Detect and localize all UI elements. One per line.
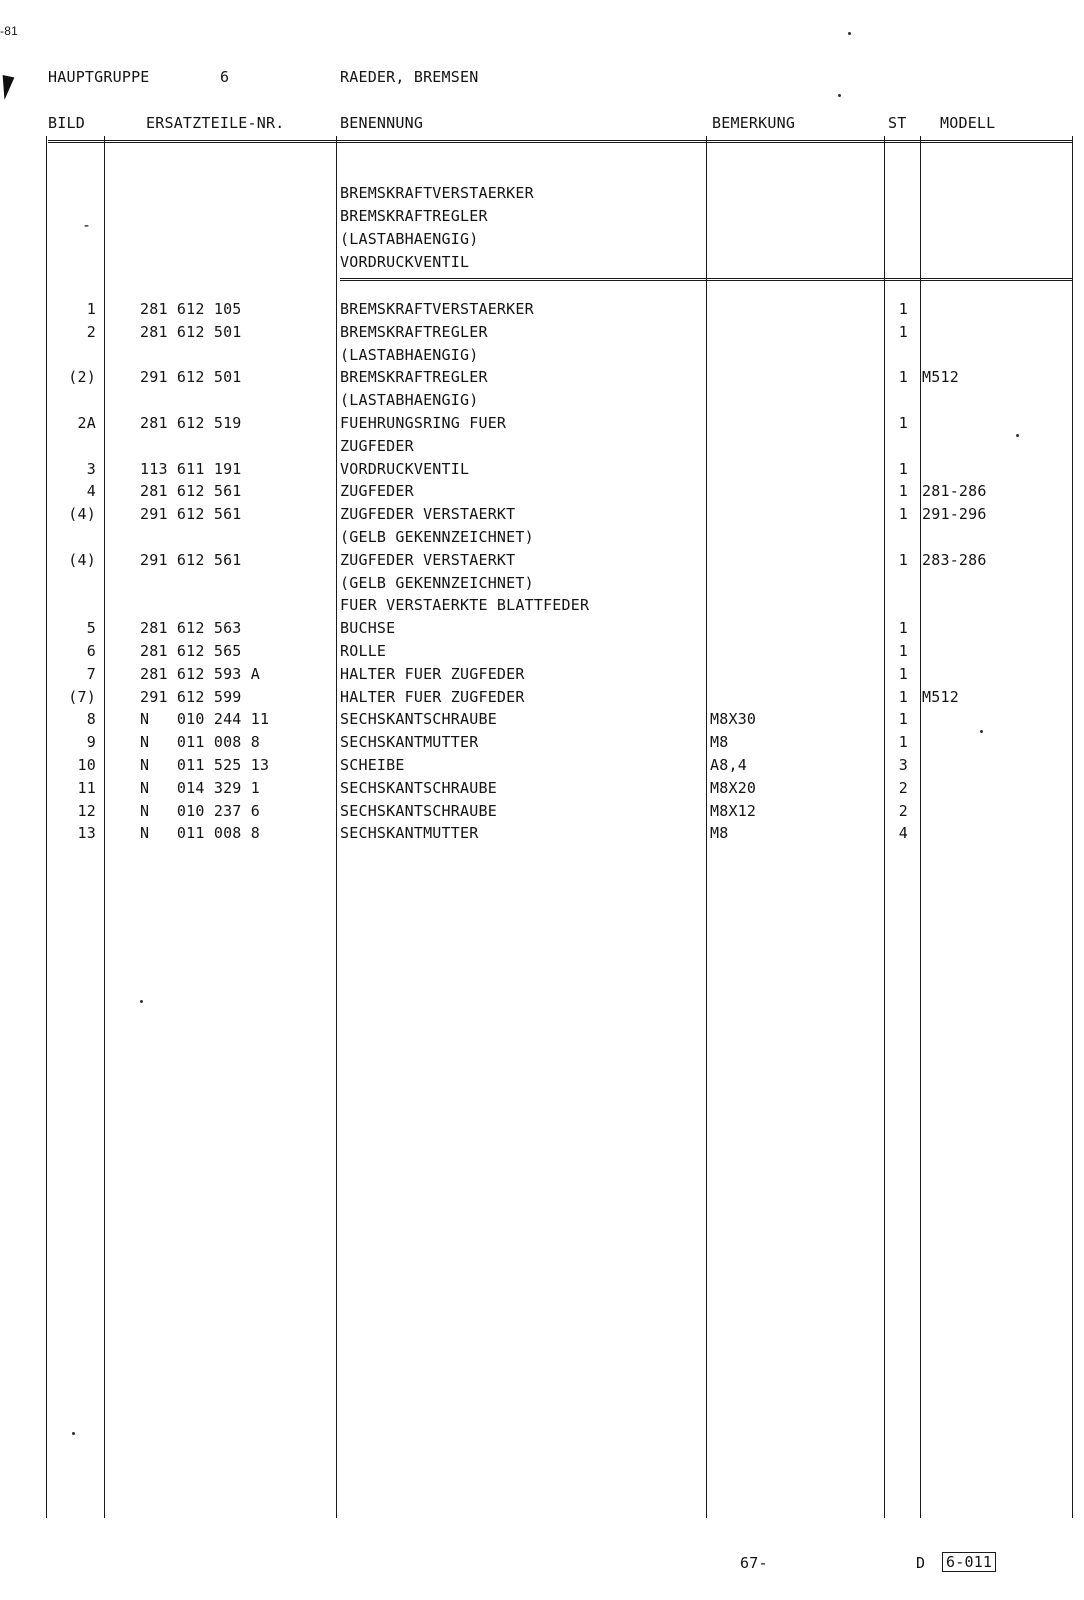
remark-cell: A8,4 bbox=[710, 755, 747, 774]
model-cell: 281-286 bbox=[922, 482, 987, 501]
column-header-bild: BILD bbox=[48, 114, 85, 132]
column-header-nr: ERSATZTEILE-NR. bbox=[146, 114, 285, 132]
quantity-cell: 1 bbox=[898, 413, 908, 432]
bild-cell: 8 bbox=[86, 710, 96, 729]
corner-mark: -81 bbox=[0, 24, 18, 38]
header-rule bbox=[48, 140, 1072, 143]
model-cell: 291-296 bbox=[922, 505, 987, 524]
model-cell: 283-286 bbox=[922, 550, 987, 569]
description-cell: BREMSKRAFTREGLER bbox=[340, 368, 488, 387]
quantity-cell: 1 bbox=[898, 619, 908, 638]
bild-cell: 2 bbox=[86, 322, 96, 341]
description-cell: FUEHRUNGSRING FUER bbox=[340, 413, 507, 432]
model-cell: M512 bbox=[922, 687, 959, 706]
model-cell: M512 bbox=[922, 368, 959, 387]
column-header-modell: MODELL bbox=[940, 114, 996, 132]
description-cell: (GELB GEKENNZEICHNET) bbox=[340, 573, 534, 592]
description-cell: VORDRUCKVENTIL bbox=[340, 459, 470, 478]
quantity-cell: 1 bbox=[898, 482, 908, 501]
part-number-cell: 291 612 501 bbox=[140, 368, 242, 387]
quantity-cell: 1 bbox=[898, 550, 908, 569]
bild-cell: (4) bbox=[68, 505, 96, 524]
quantity-cell: 2 bbox=[898, 778, 908, 797]
group-label: HAUPTGRUPPE bbox=[48, 68, 150, 86]
quantity-cell: 1 bbox=[898, 505, 908, 524]
description-cell: ZUGFEDER bbox=[340, 436, 414, 455]
bild-cell: (7) bbox=[68, 687, 96, 706]
remark-cell: M8X30 bbox=[710, 710, 757, 729]
bild-cell: (4) bbox=[68, 550, 96, 569]
part-number-cell: 281 612 561 bbox=[140, 482, 242, 501]
description-cell: SECHSKANTSCHRAUBE bbox=[340, 710, 497, 729]
parts-row bbox=[0, 663, 1084, 686]
parts-row bbox=[0, 731, 1084, 754]
part-number-cell: 281 612 501 bbox=[140, 322, 242, 341]
quantity-cell: 1 bbox=[898, 733, 908, 752]
bild-cell: 6 bbox=[86, 641, 96, 660]
quantity-cell: 1 bbox=[898, 710, 908, 729]
part-number-cell: N 011 008 8 bbox=[140, 824, 260, 843]
quantity-cell: 1 bbox=[898, 459, 908, 478]
part-number-cell: 281 612 565 bbox=[140, 641, 242, 660]
part-number-cell: 113 611 191 bbox=[140, 459, 242, 478]
bild-cell: 5 bbox=[86, 619, 96, 638]
description-cell: HALTER FUER ZUGFEDER bbox=[340, 664, 525, 683]
page-reference: 6-011 bbox=[942, 1552, 996, 1572]
description-cell: BREMSKRAFTREGLER bbox=[340, 322, 488, 341]
parts-row bbox=[0, 640, 1084, 663]
quantity-cell: 3 bbox=[898, 755, 908, 774]
parts-row bbox=[0, 594, 1084, 617]
part-number-cell: 291 612 599 bbox=[140, 687, 242, 706]
section-bullet: - bbox=[82, 216, 92, 234]
quantity-cell: 1 bbox=[898, 687, 908, 706]
parts-row bbox=[0, 366, 1084, 389]
quantity-cell: 1 bbox=[898, 368, 908, 387]
parts-row bbox=[0, 686, 1084, 709]
bild-cell: 12 bbox=[77, 801, 96, 820]
description-cell: (LASTABHAENGIG) bbox=[340, 345, 479, 364]
bild-cell: 4 bbox=[86, 482, 96, 501]
parts-row bbox=[0, 480, 1084, 503]
quantity-cell: 2 bbox=[898, 801, 908, 820]
column-header-st: ST bbox=[888, 114, 907, 132]
description-cell: HALTER FUER ZUGFEDER bbox=[340, 687, 525, 706]
description-cell: ZUGFEDER bbox=[340, 482, 414, 501]
section-line: BREMSKRAFTREGLER bbox=[340, 207, 488, 225]
part-number-cell: 281 612 563 bbox=[140, 619, 242, 638]
parts-row bbox=[0, 572, 1084, 595]
quantity-cell: 1 bbox=[898, 300, 908, 318]
group-title: RAEDER, BREMSEN bbox=[340, 68, 479, 86]
quantity-cell: 1 bbox=[898, 322, 908, 341]
bild-cell: 11 bbox=[77, 778, 96, 797]
bild-cell: 9 bbox=[86, 733, 96, 752]
section-line: BREMSKRAFTVERSTAERKER bbox=[340, 184, 534, 202]
description-cell: SCHEIBE bbox=[340, 755, 405, 774]
parts-row bbox=[0, 617, 1084, 640]
remark-cell: M8 bbox=[710, 733, 729, 752]
column-header-benennung: BENENNUNG bbox=[340, 114, 424, 132]
part-number-cell: 281 612 593 A bbox=[140, 664, 260, 683]
description-cell: SECHSKANTSCHRAUBE bbox=[340, 778, 497, 797]
description-cell: (GELB GEKENNZEICHNET) bbox=[340, 527, 534, 546]
bild-cell: 7 bbox=[86, 664, 96, 683]
description-cell: BREMSKRAFTVERSTAERKER bbox=[340, 300, 534, 318]
description-cell: SECHSKANTSCHRAUBE bbox=[340, 801, 497, 820]
margin-arrow-icon bbox=[0, 75, 14, 101]
language-code: D bbox=[916, 1554, 926, 1572]
bild-cell: 13 bbox=[77, 824, 96, 843]
description-cell: SECHSKANTMUTTER bbox=[340, 824, 479, 843]
parts-row bbox=[0, 754, 1084, 777]
part-number-cell: 291 612 561 bbox=[140, 505, 242, 524]
page-number: 67- bbox=[740, 1554, 768, 1572]
section-line: (LASTABHAENGIG) bbox=[340, 230, 479, 248]
part-number-cell: 291 612 561 bbox=[140, 550, 242, 569]
parts-row bbox=[0, 321, 1084, 344]
scan-speck bbox=[980, 730, 983, 733]
remark-cell: M8X12 bbox=[710, 801, 757, 820]
part-number-cell: N 014 329 1 bbox=[140, 778, 260, 797]
section-line: VORDRUCKVENTIL bbox=[340, 253, 470, 271]
part-number-cell: N 011 525 13 bbox=[140, 755, 270, 774]
parts-row bbox=[0, 503, 1084, 526]
parts-row bbox=[0, 549, 1084, 572]
quantity-cell: 4 bbox=[898, 824, 908, 843]
remark-cell: M8 bbox=[710, 824, 729, 843]
remark-cell: M8X20 bbox=[710, 778, 757, 797]
quantity-cell: 1 bbox=[898, 641, 908, 660]
bild-cell: 1 bbox=[86, 300, 96, 318]
description-cell: BUCHSE bbox=[340, 619, 396, 638]
parts-row bbox=[0, 458, 1084, 481]
parts-row bbox=[0, 412, 1084, 435]
parts-row bbox=[0, 777, 1084, 800]
bild-cell: 3 bbox=[86, 459, 96, 478]
parts-row bbox=[0, 389, 1084, 412]
parts-list bbox=[0, 298, 1084, 845]
part-number-cell: N 010 237 6 bbox=[140, 801, 260, 820]
description-cell: ZUGFEDER VERSTAERKT bbox=[340, 505, 516, 524]
scan-speck bbox=[140, 1000, 143, 1003]
description-cell: FUER VERSTAERKTE BLATTFEDER bbox=[340, 596, 590, 615]
group-number: 6 bbox=[220, 68, 230, 86]
parts-row bbox=[0, 800, 1084, 823]
parts-row bbox=[0, 298, 1084, 321]
parts-row bbox=[0, 526, 1084, 549]
scan-speck bbox=[838, 94, 841, 97]
part-number-cell: N 011 008 8 bbox=[140, 733, 260, 752]
scan-speck bbox=[848, 32, 851, 35]
bild-cell: (2) bbox=[68, 368, 96, 387]
description-cell: (LASTABHAENGIG) bbox=[340, 391, 479, 410]
bild-cell: 10 bbox=[77, 755, 96, 774]
part-number-cell: N 010 244 11 bbox=[140, 710, 270, 729]
quantity-cell: 1 bbox=[898, 664, 908, 683]
bild-cell: 2A bbox=[77, 413, 96, 432]
parts-row bbox=[0, 708, 1084, 731]
scan-speck bbox=[72, 1432, 75, 1435]
column-header-bemerkung: BEMERKUNG bbox=[712, 114, 796, 132]
description-cell: ZUGFEDER VERSTAERKT bbox=[340, 550, 516, 569]
section-heading bbox=[340, 182, 534, 274]
parts-row bbox=[0, 822, 1084, 845]
part-number-cell: 281 612 105 bbox=[140, 300, 242, 318]
scan-speck bbox=[1016, 434, 1019, 437]
parts-row bbox=[0, 435, 1084, 458]
part-number-cell: 281 612 519 bbox=[140, 413, 242, 432]
description-cell: ROLLE bbox=[340, 641, 387, 660]
parts-row bbox=[0, 344, 1084, 367]
description-cell: SECHSKANTMUTTER bbox=[340, 733, 479, 752]
